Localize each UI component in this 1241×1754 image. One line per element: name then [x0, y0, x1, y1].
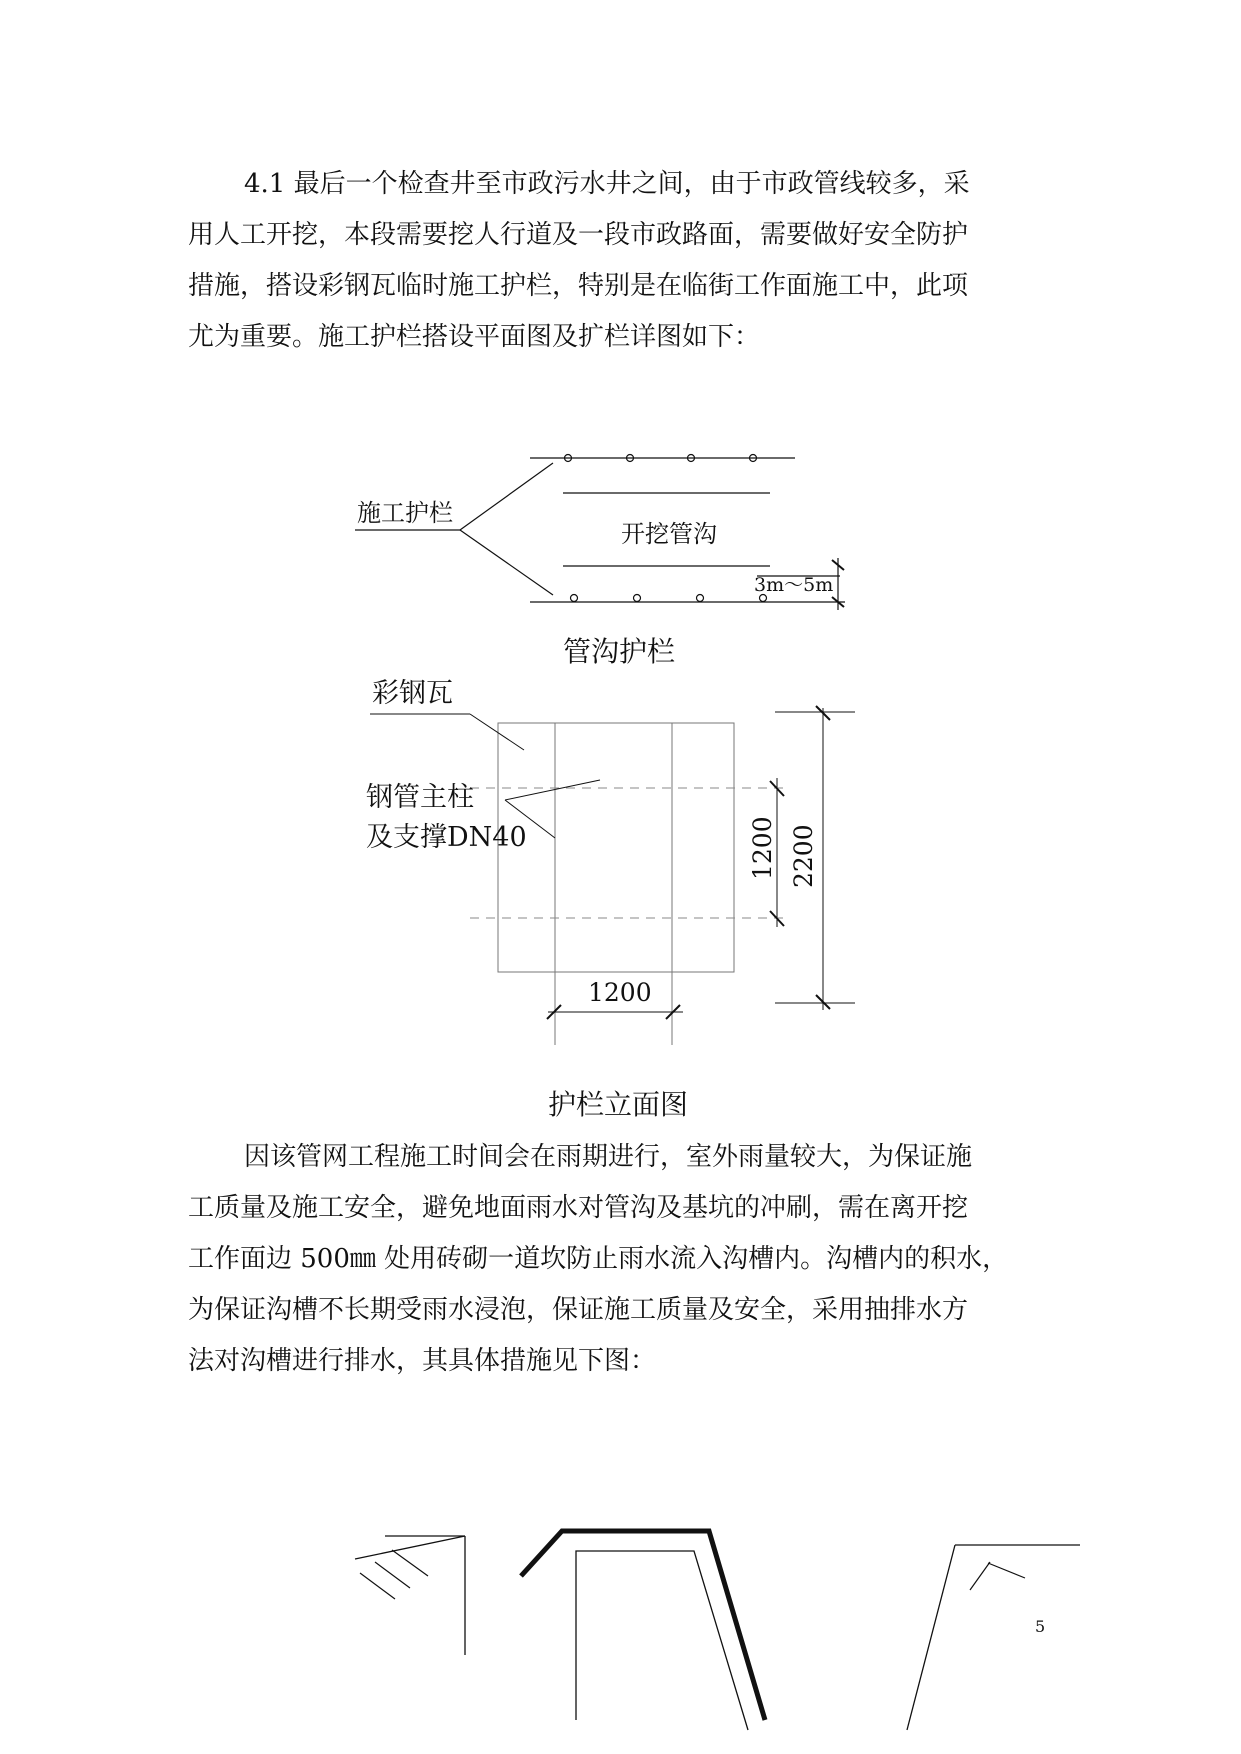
soil-hatch [988, 1563, 1025, 1578]
page-number: 5 [1035, 1617, 1046, 1636]
paragraph-line: 法对沟槽进行排水，其具体措施见下图： [188, 1346, 657, 1376]
left-ground-line [355, 1536, 465, 1559]
paragraph-line: 措施，搭设彩钢瓦临时施工护栏，特别是在临街工作面施工中，此项 [188, 271, 969, 301]
paragraph-line: 因该管网工程施工时间会在雨期进行，室外雨量较大，为保证施 [244, 1142, 973, 1172]
paragraph-line: 工作面边 500㎜ 处用砖砌一道坎防止雨水流入沟槽内。沟槽内的积水， [188, 1244, 1009, 1274]
elevation-caption: 护栏立面图 [548, 1088, 689, 1121]
paragraph-line: 尤为重要。施工护栏搭设平面图及扩栏详图如下： [188, 322, 761, 352]
trench-label: 开挖管沟 [621, 520, 717, 548]
total-height-dimension-label: 2200 [789, 824, 818, 888]
paragraph-line: 用人工开挖，本段需要挖人行道及一段市政路面，需要做好安全防护 [188, 220, 969, 250]
width-dimension-label: 1200 [588, 978, 652, 1007]
width-dimension-label: 3m～5m [754, 574, 834, 596]
soil-hatch [360, 1573, 395, 1599]
plan-caption: 管沟护栏 [563, 635, 676, 668]
soil-hatch [375, 1562, 410, 1588]
panel-label: 彩钢瓦 [372, 678, 453, 709]
fence-label: 施工护栏 [357, 499, 453, 527]
post-label-line1: 钢管主柱 [366, 782, 474, 813]
right-slope [907, 1545, 955, 1730]
post-label-line2: 及支撑DN40 [366, 822, 527, 853]
paragraph-line: 工质量及施工安全，避免地面雨水对管沟及基坑的冲刷，需在离开挖 [188, 1193, 969, 1223]
inner-height-dimension-label: 1200 [748, 816, 777, 880]
soil-hatch [970, 1562, 990, 1590]
soil-hatch [392, 1550, 428, 1576]
paragraph-line: 为保证沟槽不长期受雨水浸泡，保证施工质量及安全，采用抽排水方 [188, 1295, 969, 1325]
thick-enclosure-line [521, 1531, 765, 1720]
paragraph-line: 4.1 最后一个检查井至市政污水井之间，由于市政管线较多，采 [244, 169, 970, 199]
